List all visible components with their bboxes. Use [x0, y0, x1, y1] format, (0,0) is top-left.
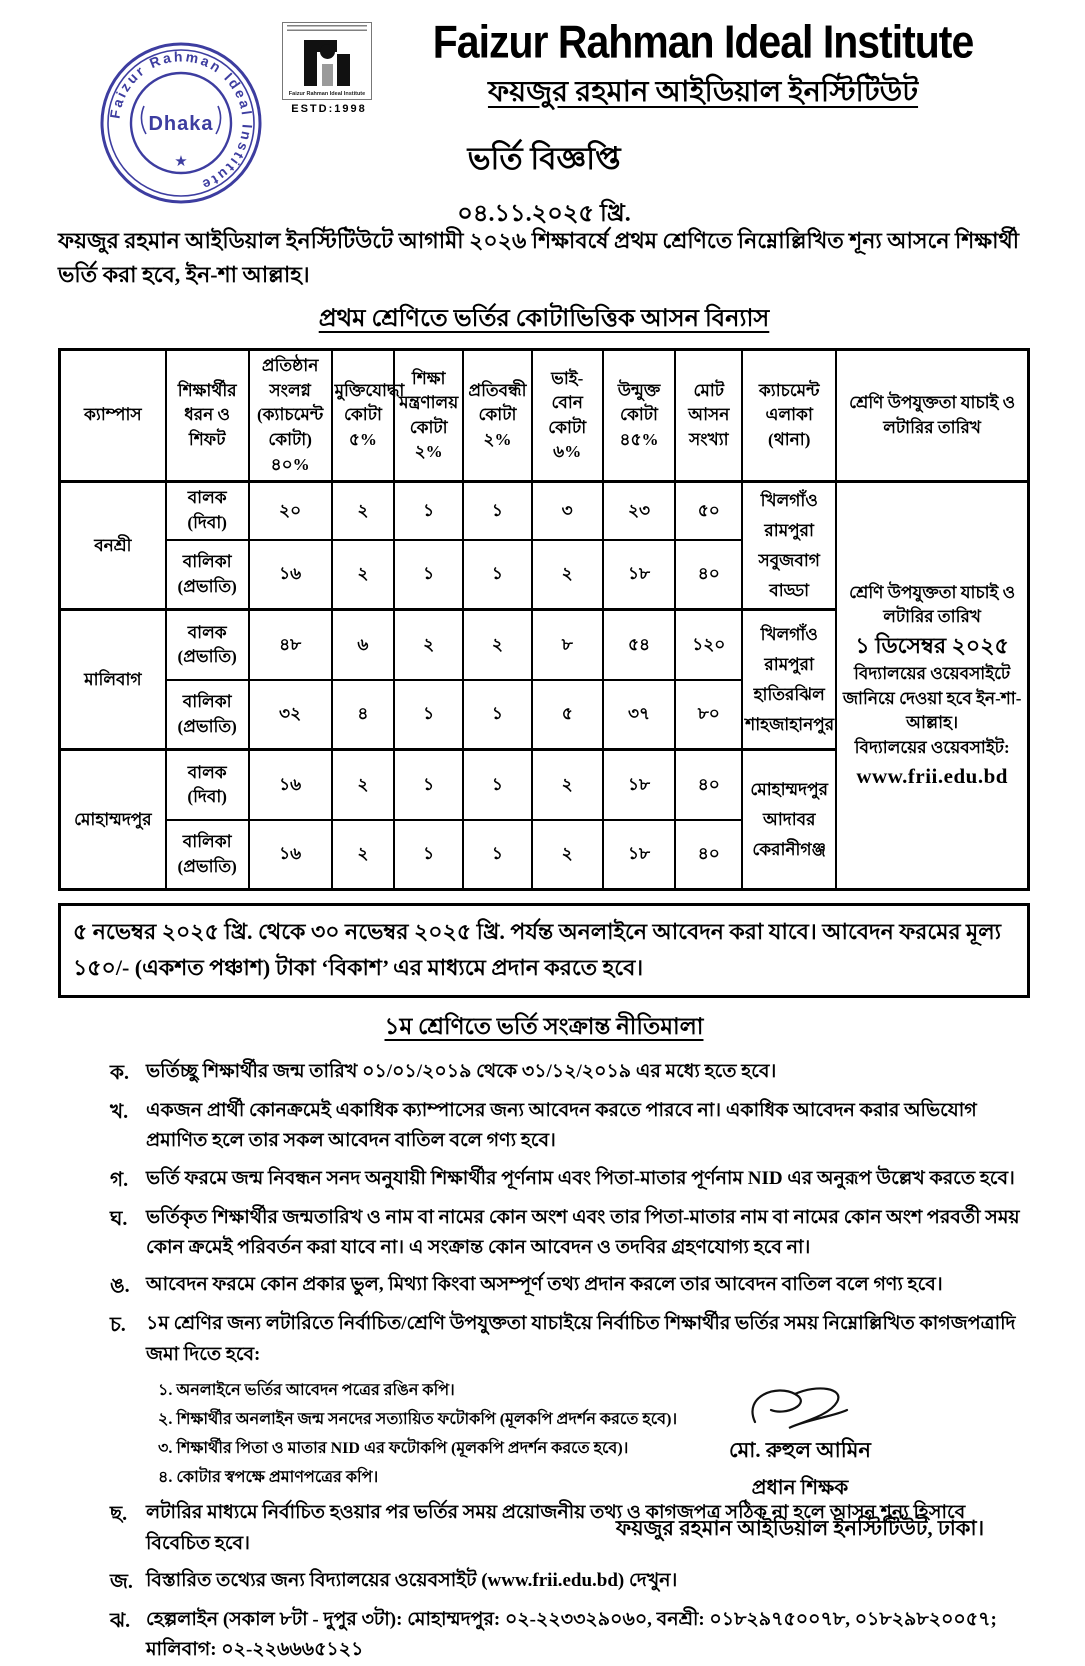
rule-text: একজন প্রার্থী কোনক্রমেই একাধিক ক্যাম্পাসের জন্য আবেদন করতে পারবে না। একাধিক আবেদন করার অভিযোগ প্রমাণিত হলে তার সকল আবেদন বাতিল বলে গণ্য হবে।: [146, 1099, 977, 1152]
col-lottery-date: শ্রেণি উপযুক্ততা যাচাই ও লটারির তারিখ: [836, 350, 1028, 482]
notice-date: ০৪.১১.২০২৫ খ্রি.: [457, 201, 631, 227]
rule-text: বিস্তারিত তথ্যের জন্য বিদ্যালয়ের ওয়েবসাইট (www.frii.edu.bd) দেখুন।: [146, 1569, 678, 1591]
cell-value: ১: [394, 820, 463, 890]
signature-block: [585, 1382, 1015, 1547]
rules-title: ১ম শ্রেণিতে ভর্তি সংক্রান্ত নীতিমালা: [384, 1013, 704, 1039]
cell-value: ১: [394, 750, 463, 820]
rule-item-ka: [58, 1057, 1030, 1089]
rule-item-ga: [58, 1164, 1030, 1196]
col-disability-quota: প্রতিবন্ধী কোটা ২%: [463, 350, 532, 482]
cell-value: ২: [394, 610, 463, 680]
cell-value: ১: [394, 540, 463, 610]
cell-value: ৮: [532, 610, 603, 680]
notice-title: ভর্তি বিজ্ঞপ্তি: [467, 141, 621, 176]
cell-value: ৪: [332, 680, 395, 750]
rule-subitem-4: ৪. কোটার স্বপক্ষে প্রমাণপত্রের কপি।: [158, 1469, 379, 1487]
rule-text: ভর্তিচ্ছু শিক্ষার্থীর জন্ম তারিখ ০১/০১/২০১৯ থেকে ৩১/১২/২০১৯ এর মধ্যে হতে হবে।: [146, 1060, 777, 1082]
headmaster-signature-icon: [725, 1382, 875, 1440]
lottery-info-note: বিদ্যালয়ের ওয়েবসাইটে জানিয়ে দেওয়া হবে ইন-শা-আল্লাহ।: [842, 663, 1022, 733]
cell-value: ১: [394, 482, 463, 540]
cell-value: ২: [332, 482, 395, 540]
cell-value: ১৬: [249, 750, 332, 820]
rule-item-kha: [58, 1096, 1030, 1157]
rule-item-cha: [58, 1309, 1030, 1370]
rule-text: ১ম শ্রেণির জন্য লটারিতে নির্বাচিত/শ্রেণি উপযুক্ততা যাচাইয়ে নির্বাচিত শিক্ষার্থীর ভর্তির সময় নিম্নোল্লিখিত কাগজপত্রাদি জমা দিতে হবে:: [146, 1313, 1016, 1365]
rules-list: [58, 1057, 1030, 1666]
logo-caption: Faizur Rahman Ideal Institute: [288, 91, 366, 97]
cell-value: ৪০: [675, 540, 742, 610]
cell-value: ১: [463, 680, 532, 750]
website-label: বিদ্যালয়ের ওয়েবসাইট:: [854, 737, 1010, 757]
rule-label: গ.: [110, 1168, 129, 1191]
cell-value: ৫: [532, 680, 603, 750]
rule-text: ভর্তিকৃত শিক্ষার্থীর জন্মতারিখ ও নাম বা নামের কোন অংশ এবং তার পিতা-মাতার নাম বা নামের কোন অংশ পরবর্তী সময় কোন ক্রমেই পরিবর্তন করা যাবে না। এ সংক্রান্ত কোন আবেদন ও তদবির গ্রহণযোগ্য হবে না।: [146, 1206, 1020, 1258]
cell-value: ১৮: [603, 820, 676, 890]
cell-value: ১: [463, 820, 532, 890]
student-type: বালক (দিবা): [166, 750, 249, 820]
cell-value: ৫০: [675, 482, 742, 540]
seal-star-icon: ★: [174, 154, 188, 170]
rule-label: ছ.: [110, 1503, 128, 1526]
cell-value: ২: [332, 540, 395, 610]
rule-item-uma: [58, 1270, 1030, 1302]
cell-value: ১: [463, 750, 532, 820]
seal-ring-text: Faizur Rahman Ideal Institute: [106, 48, 256, 195]
campus-banasree: বনশ্রী: [60, 482, 166, 610]
col-freedom-fighter-quota: মুক্তিযোদ্ধা কোটা ৫%: [332, 350, 395, 482]
cell-value: ৫৪: [603, 610, 676, 680]
col-open-quota: উন্মুক্ত কোটা ৪৫%: [603, 350, 676, 482]
cell-value: ২: [532, 820, 603, 890]
institute-name-bn: ফয়জুর রহমান আইডিয়াল ইনস্টিটিউট: [487, 76, 919, 108]
cell-value: ১৮: [603, 750, 676, 820]
headmaster-role: প্রধান শিক্ষক: [751, 1477, 849, 1499]
rule-label: ঝ.: [110, 1609, 131, 1632]
lottery-info-heading: শ্রেণি উপযুক্ততা যাচাই ও লটারির তারিখ: [849, 582, 1016, 627]
student-type: বালক (প্রভাতি): [166, 610, 249, 680]
cell-value: ৪০: [675, 820, 742, 890]
student-type: বালক (দিবা): [166, 482, 249, 540]
student-type: বালিকা (প্রভাতি): [166, 820, 249, 890]
rule-label: চ.: [110, 1314, 126, 1337]
intro-paragraph: ফয়জুর রহমান আইডিয়াল ইনস্টিটিউটে আগামী ২০২৬ শিক্ষাবর্ষে প্রথম শ্রেণিতে নিম্নোল্লিখিত শূন্য আসনে শিক্ষার্থী ভর্তি করা হবে, ইন-শা আল্লাহ।: [58, 228, 1020, 288]
cell-value: ২: [463, 610, 532, 680]
institute-seal: [98, 40, 264, 206]
rule-text: আবেদন ফরমে কোন প্রকার ভুল, মিথ্যা কিংবা অসম্পূর্ণ তথ্য প্রদান করলে তার আবেদন বাতিল বলে গণ্য হবে।: [146, 1274, 943, 1296]
logo-motto-lines: [287, 25, 367, 34]
table-header-row: [60, 350, 1029, 482]
signature-org: ফয়জুর রহমান আইডিয়াল ইনস্টিটিউট, ঢাকা।: [615, 1516, 985, 1540]
cell-value: ১২০: [675, 610, 742, 680]
col-sibling-quota: ভাই- বোন কোটা ৬%: [532, 350, 603, 482]
rule-label: খ.: [110, 1100, 129, 1123]
cell-value: ১৬: [249, 540, 332, 610]
cell-value: ১: [463, 482, 532, 540]
student-type: বালিকা (প্রভাতি): [166, 680, 249, 750]
col-education-ministry-quota: শিক্ষা মন্ত্রণালয় কোটা ২%: [394, 350, 463, 482]
rule-text: হেল্পলাইন (সকাল ৮টা - দুপুর ৩টা): মোহাম্মদপুর: ০২-২২৩৩২৯০৬০, বনশ্রী: ০১৮২৯৭৫০০৭৮, ০১৮২৯৮২০০৫৭; মালিবাগ: ০২-২২৬৬৬৫১২১: [146, 1608, 997, 1661]
col-student-type: শিক্ষার্থীর ধরন ও শিফট: [166, 350, 249, 482]
campus-mohammadpur: মোহাম্মদপুর: [60, 750, 166, 890]
rule-text: লটারির মাধ্যমে নির্বাচিত হওয়ার পর ভর্তির সময় প্রয়োজনীয় তথ্য ও কাগজপত্র সঠিক না হলে আসন শূন্য হিসাবে বিবেচিত হবে।: [146, 1502, 966, 1554]
col-total-seats: মোট আসন সংখ্যা: [675, 350, 742, 482]
cell-value: ১৬: [249, 820, 332, 890]
cell-value: ৮০: [675, 680, 742, 750]
institute-name-en: Faizur Rahman Ideal Institute: [432, 16, 974, 68]
catchment-area: খিলগাঁও রামপুরা সবুজবাগ বাড্ডা: [742, 482, 836, 610]
cell-value: ৬: [332, 610, 395, 680]
rule-label: জ.: [110, 1570, 133, 1593]
cell-value: ২: [332, 750, 395, 820]
student-type: বালিকা (প্রভাতি): [166, 540, 249, 610]
cell-value: ১: [394, 680, 463, 750]
rule-subitem-3: ৩. শিক্ষার্থীর পিতা ও মাতার NID এর ফটোকপি (মূলকপি প্রদর্শন করতে হবে)।: [158, 1440, 629, 1458]
table-row: [60, 482, 1029, 540]
cell-value: ৪৮: [249, 610, 332, 680]
lottery-date: ১ ডিসেম্বর ২০২৫: [855, 633, 1009, 659]
header-titles: [358, 16, 1048, 118]
logo-estd: ESTD:1998: [291, 103, 367, 115]
cell-value: ৩২: [249, 680, 332, 750]
cell-value: ২: [532, 750, 603, 820]
rule-item-gha: [58, 1203, 1030, 1264]
cell-value: ৩৭: [603, 680, 676, 750]
col-catchment-quota: প্রতিষ্ঠান সংলগ্ন (ক্যাচমেন্ট কোটা) ৪০%: [249, 350, 332, 482]
frii-logo-mark-icon: [304, 40, 350, 86]
rule-label: ঘ.: [110, 1207, 128, 1230]
rule-item-jha: [58, 1605, 1030, 1666]
seat-table-title: প্রথম শ্রেণিতে ভর্তির কোটাভিত্তিক আসন বিন্যাস: [318, 306, 770, 333]
seat-allocation-table: [58, 348, 1030, 891]
lottery-info-cell: [836, 482, 1028, 890]
document-header: [58, 16, 1030, 227]
catchment-area: খিলগাঁও রামপুরা হাতিরঝিল শাহজাহানপুর: [742, 610, 836, 750]
rule-label: ঙ.: [110, 1275, 130, 1298]
catchment-area: মোহাম্মদপুর আদাবর কেরানীগঞ্জ: [742, 750, 836, 890]
application-period-box: ৫ নভেম্বর ২০২৫ খ্রি. থেকে ৩০ নভেম্বর ২০২৫ খ্রি. পর্যন্ত অনলাইনে আবেদন করা যাবে। আবেদন ফরমের মূল্য ১৫০/- (একশত পঞ্চাশ) টাকা ‘বিকাশ’ এর মাধ্যমে প্রদান করতে হবে।: [58, 903, 1030, 997]
campus-malibag: মালিবাগ: [60, 610, 166, 750]
website-url: www.frii.edu.bd: [856, 763, 1008, 788]
headmaster-name: মো. রুহুল আমিন: [729, 1438, 871, 1462]
rule-label: ক.: [110, 1061, 129, 1084]
cell-value: ৪০: [675, 750, 742, 820]
rule-text: ভর্তি ফরমে জন্ম নিবন্ধন সনদ অনুযায়ী শিক্ষার্থীর পূর্ণনাম এবং পিতা-মাতার পূর্ণনাম NID এর অনুরূপ উল্লেখ করতে হবে।: [146, 1167, 1015, 1189]
rule-item-ja: [58, 1566, 1030, 1598]
cell-value: ৩: [532, 482, 603, 540]
col-catchment-area: ক্যাচমেন্ট এলাকা (থানা): [742, 350, 836, 482]
cell-value: ২০: [249, 482, 332, 540]
seal-center-text: Dhaka: [148, 113, 214, 135]
cell-value: ২: [532, 540, 603, 610]
cell-value: ২: [332, 820, 395, 890]
col-campus: ক্যাম্পাস: [60, 350, 166, 482]
cell-value: ১৮: [603, 540, 676, 610]
rule-subitem-2: ২. শিক্ষার্থীর অনলাইন জন্ম সনদের সত্যায়িত ফটোকপি (মূলকপি প্রদর্শন করতে হবে)।: [158, 1411, 678, 1429]
cell-value: ২৩: [603, 482, 676, 540]
cell-value: ১: [463, 540, 532, 610]
rule-subitem-1: ১. অনলাইনে ভর্তির আবেদন পত্রের রঙিন কপি।: [158, 1382, 455, 1400]
